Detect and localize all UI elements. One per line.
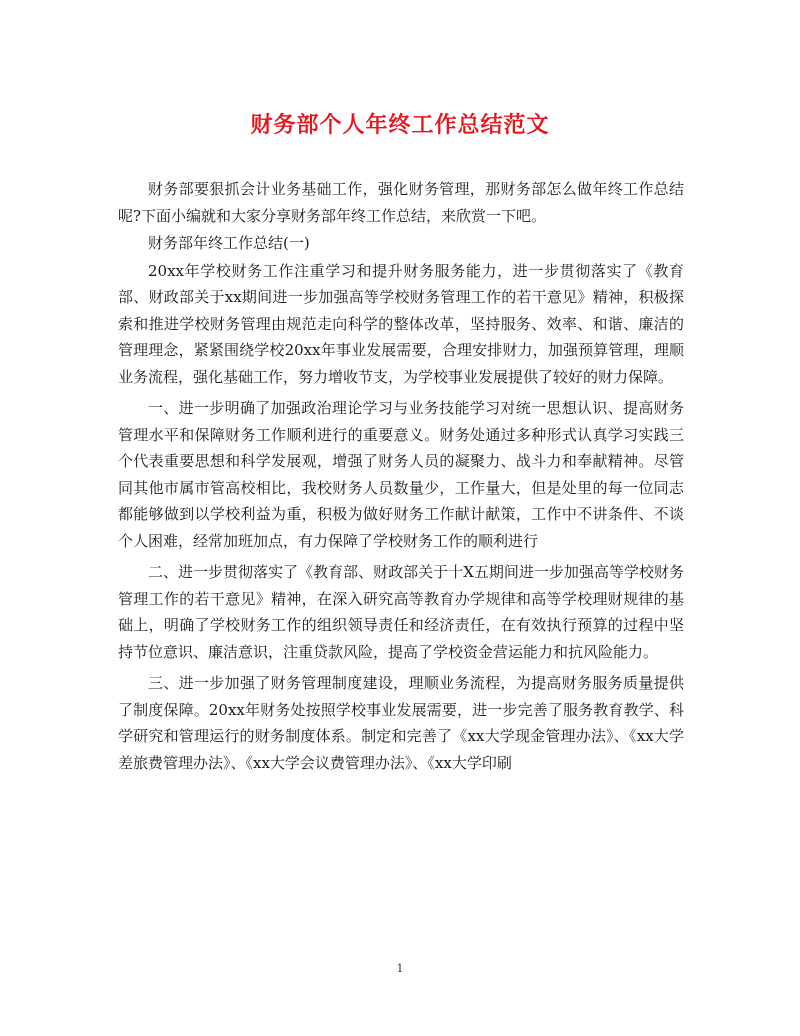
- document-title: 财务部个人年终工作总结范文: [250, 112, 550, 138]
- intro-paragraph: 财务部要狠抓会计业务基础工作，强化财务管理，那财务部怎么做年终工作总结呢?下面小编就和大家分享财务部年终工作总结，来欣赏一下吧。: [118, 180, 684, 225]
- body-paragraph: 一、进一步明确了加强政治理论学习与业务技能学习对统一思想认识、提高财务管理水平和保障财务工作顺利进行的重要意义。财务处通过多种形式认真学习实践三个代表重要思想和科学发展观，增强了财务人员的凝聚力、战斗力和奉献精神。尽管同其他市属市管高校相比，我校财务人员数量少，工作量大，但是处里的每一位同志都能够做到以学校利益为重，积极为做好财务工作献计献策，工作中不讲条件、不谈个人困难，经常加班加点，有力保障了学校财务工作的顺利进行: [118, 399, 684, 550]
- body-paragraph: 二、进一步贯彻落实了《教育部、财政部关于十X五期间进一步加强高等学校财务管理工作的若干意见》精神，在深入研究高等教育办学规律和高等学校理财规律的基础上，明确了学校财务工作的组织领导责任和经济责任，在有效执行预算的过程中坚持节位意识、廉洁意识，注重贷款风险，提高了学校资金营运能力和抗风险能力。: [118, 563, 684, 661]
- section-heading: 财务部年终工作总结(一): [148, 234, 310, 252]
- document-body: [118, 176, 684, 776]
- body-paragraph: 三、进一步加强了财务管理制度建设，理顺业务流程，为提高财务服务质量提供了制度保障。20xx年财务处按照学校事业发展需要，进一步完善了服务教育教学、科学研究和管理运行的财务制度体系。制定和完善了《xx大学现金管理办法》、《xx大学差旅费管理办法》、《xx大学会议费管理办法》、《xx大学印刷: [118, 674, 684, 772]
- page-number: 1: [396, 962, 404, 975]
- body-paragraph: 20xx年学校财务工作注重学习和提升财务服务能力，进一步贯彻落实了《教育部、财政部关于xx期间进一步加强高等学校财务管理工作的若干意见》精神，积极探索和推进学校财务管理由规范走向科学的整体改革，坚持服务、效率、和谐、廉洁的管理理念，紧紧围绕学校20xx年事业发展需要，合理安排财力，加强预算管理，理顺业务流程，强化基础工作，努力增收节支，为学校事业发展提供了较好的财力保障。: [118, 261, 684, 386]
